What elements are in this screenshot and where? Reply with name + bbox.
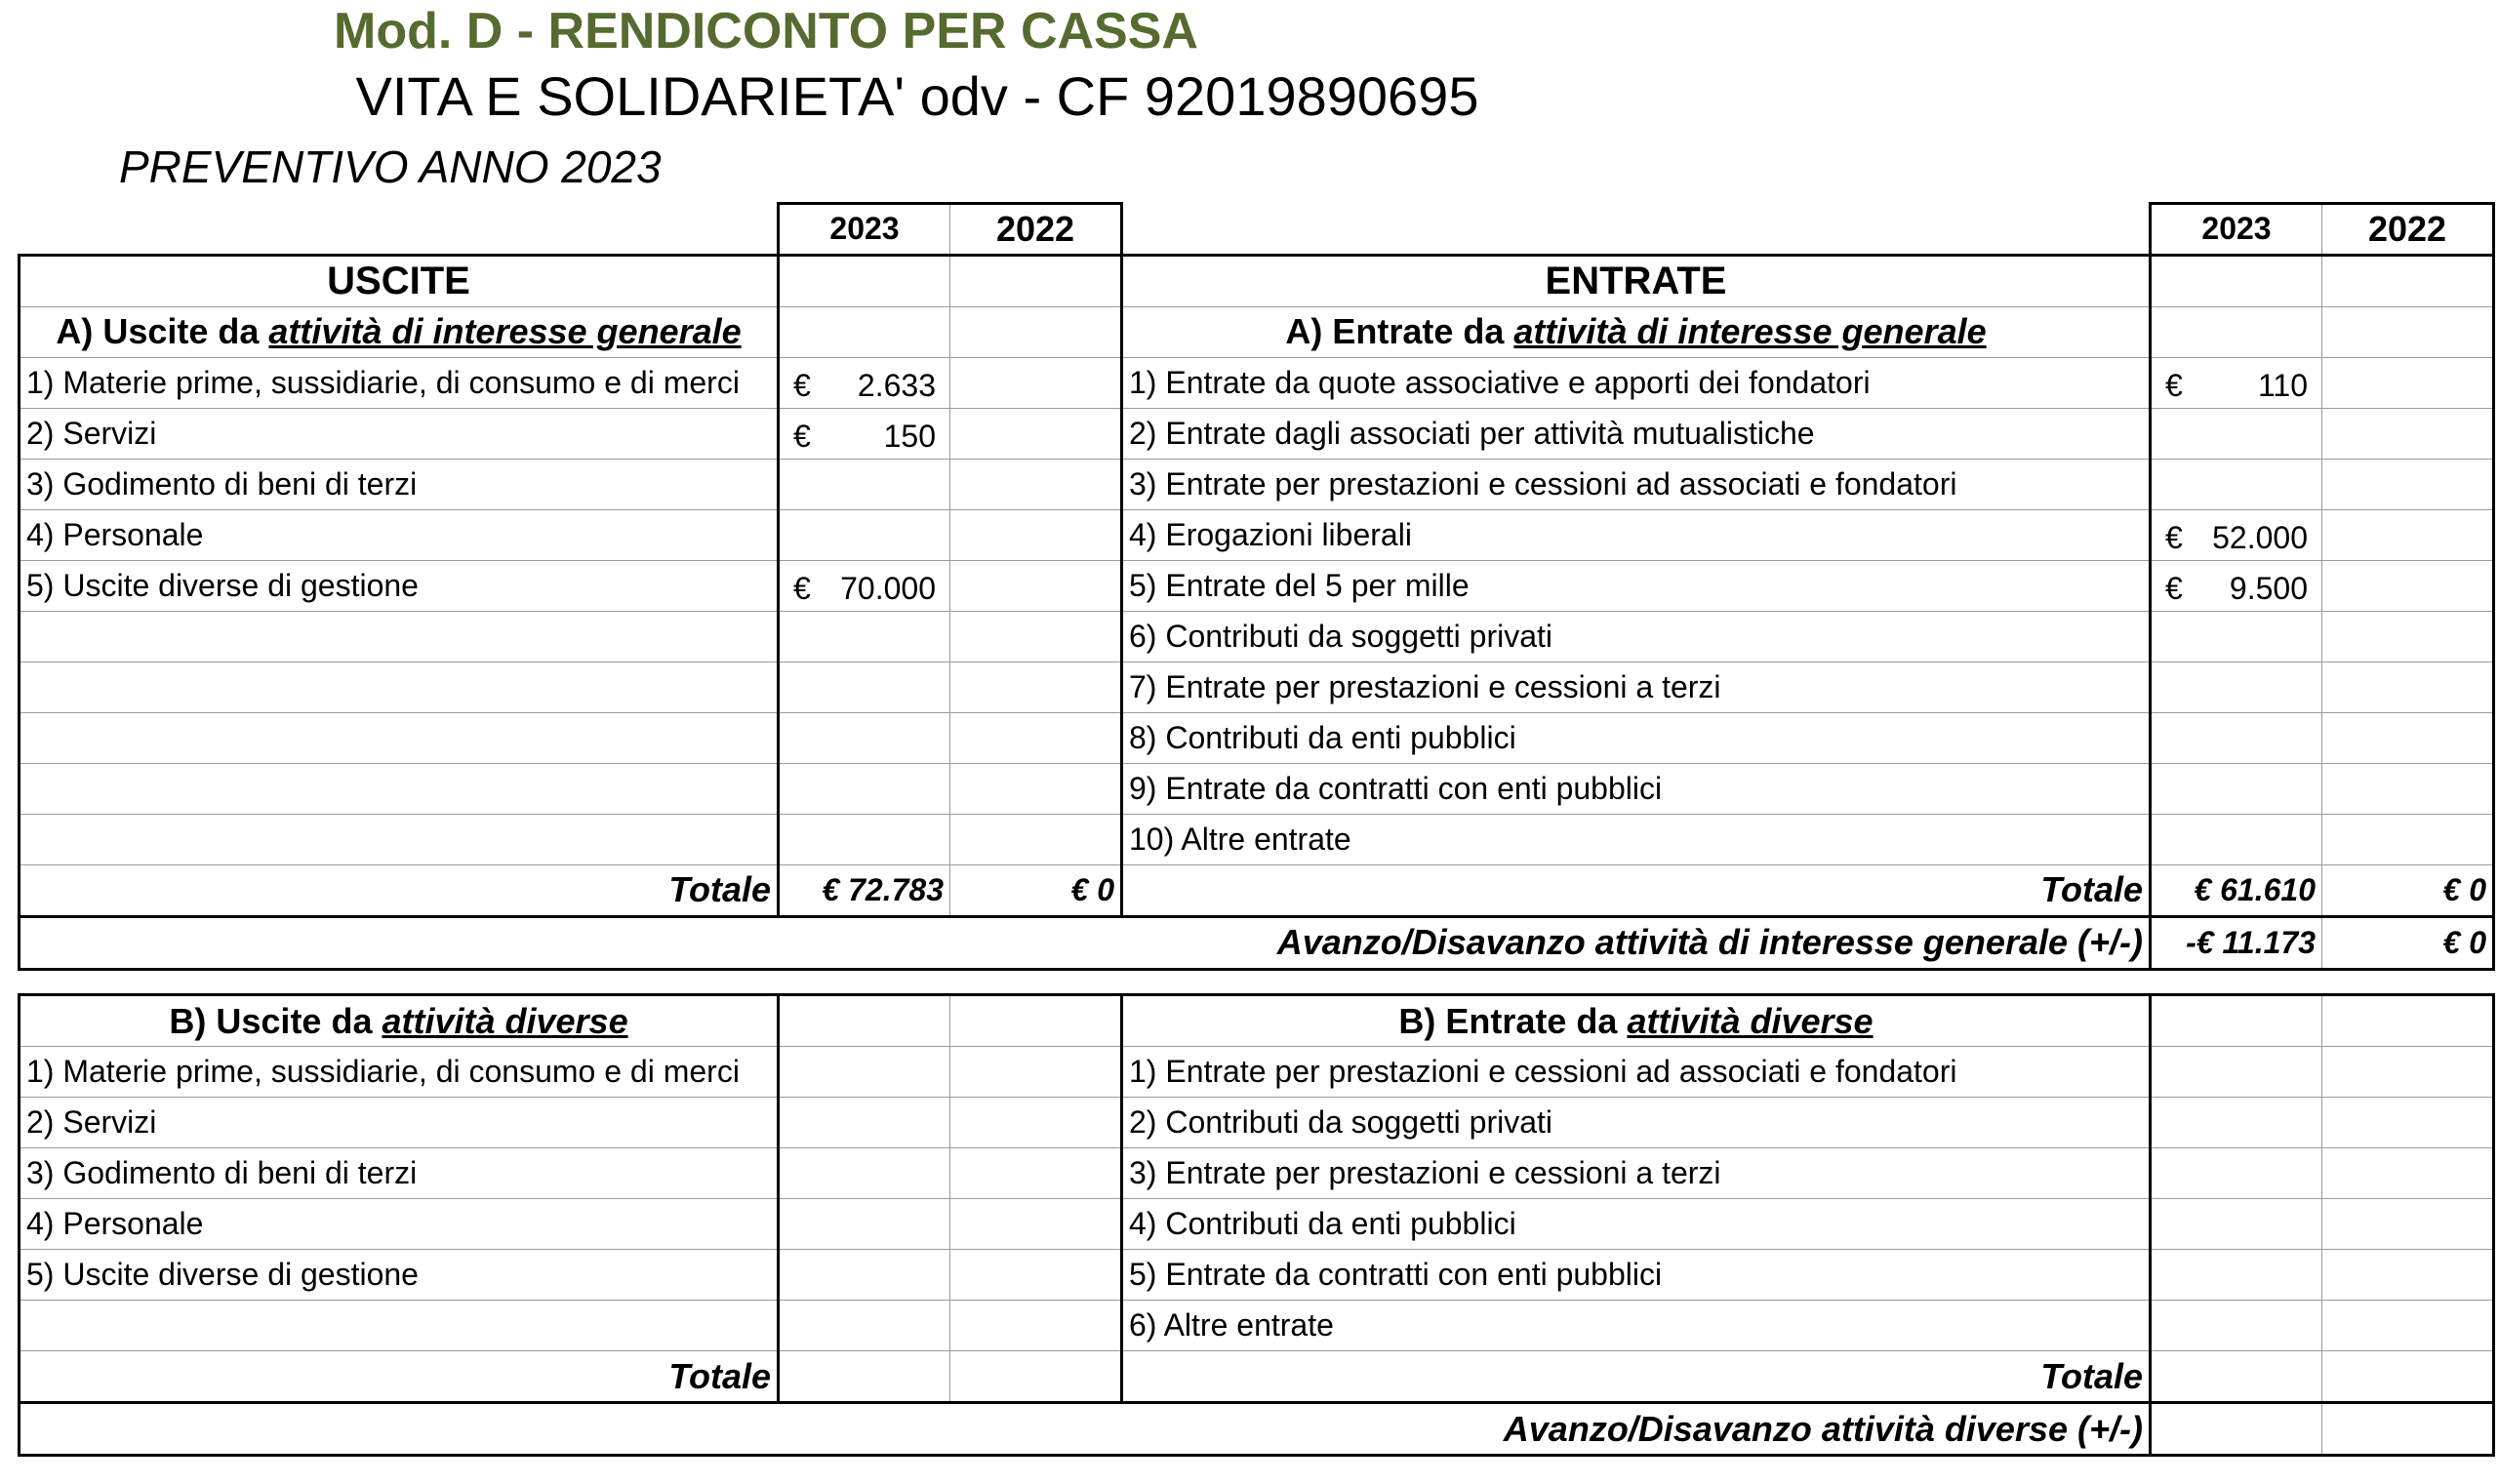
b-uscite-item-2022 <box>950 1047 1122 1098</box>
table-row <box>20 560 2494 611</box>
b-entrate-item-2023 <box>2151 1301 2322 1351</box>
amount-value: 70.000 <box>840 570 936 606</box>
table-row <box>20 1098 2494 1148</box>
uscite-item-label <box>20 814 779 864</box>
section-title-row <box>20 306 2494 357</box>
uscite-header: USCITE <box>20 255 779 306</box>
b-uscite-item-label: 4) Personale <box>20 1199 779 1250</box>
currency-symbol: € <box>793 570 811 606</box>
entrate-item-2023 <box>2151 814 2322 864</box>
b-entrate-item-label: 3) Entrate per prestazioni e cessioni a terzi <box>1122 1148 2151 1199</box>
uscite-item-label: 1) Materie prime, sussidiarie, di consumo e di merci <box>20 357 779 408</box>
totale-row <box>20 864 2494 916</box>
entrate-item-2022 <box>2322 712 2494 763</box>
b-uscite-item-2023 <box>779 1250 950 1301</box>
table-row <box>20 408 2494 459</box>
b-avanzo-row <box>20 1403 2494 1456</box>
table-row <box>20 1301 2494 1351</box>
uscite-item-label: 5) Uscite diverse di gestione <box>20 560 779 611</box>
b-entrate-item-2023 <box>2151 1199 2322 1250</box>
uscite-item-label: 2) Servizi <box>20 408 779 459</box>
currency-symbol: € <box>2165 519 2183 555</box>
uscite-a-title: A) Uscite da attività di interesse generale <box>20 306 779 357</box>
uscite-item-2022 <box>950 662 1122 712</box>
year-2023-uscite: 2023 <box>779 204 950 256</box>
table-row <box>20 1199 2494 1250</box>
entrate-item-label: 6) Contributi da soggetti privati <box>1122 611 2151 662</box>
table-row <box>20 1250 2494 1301</box>
uscite-item-2022 <box>950 357 1122 408</box>
table-row <box>20 1148 2494 1199</box>
uscite-item-label <box>20 712 779 763</box>
column-header-row <box>20 255 2494 306</box>
b-entrate-item-2022 <box>2322 1148 2494 1199</box>
entrate-item-2023 <box>2151 712 2322 763</box>
b-entrate-item-label: 2) Contributi da soggetti privati <box>1122 1098 2151 1148</box>
b-entrate-item-label: 5) Entrate da contratti con enti pubblici <box>1122 1250 2151 1301</box>
b-entrate-item-2023 <box>2151 1250 2322 1301</box>
b-uscite-item-label <box>20 1301 779 1351</box>
table-row <box>20 814 2494 864</box>
table-row <box>20 509 2494 560</box>
table-row <box>20 357 2494 408</box>
amount-value: 2.633 <box>857 367 936 403</box>
uscite-totale-label: Totale <box>20 864 779 916</box>
table-row <box>20 662 2494 712</box>
entrate-item-label: 5) Entrate del 5 per mille <box>1122 560 2151 611</box>
entrate-item-2022 <box>2322 459 2494 509</box>
entrate-item-label: 7) Entrate per prestazioni e cessioni a terzi <box>1122 662 2151 712</box>
entrate-item-2022 <box>2322 357 2494 408</box>
table-row <box>20 1047 2494 1098</box>
uscite-item-label <box>20 662 779 712</box>
b-uscite-totale-label: Totale <box>20 1351 779 1403</box>
section-a-table <box>18 202 2495 971</box>
avanzo-2023: -€ 11.173 <box>2151 916 2322 969</box>
uscite-item-label: 4) Personale <box>20 509 779 560</box>
uscite-item-2023 <box>779 763 950 814</box>
b-uscite-item-2023 <box>779 1301 950 1351</box>
entrate-header: ENTRATE <box>1122 255 2151 306</box>
amount-value: 9.500 <box>2229 570 2308 606</box>
b-uscite-item-2023 <box>779 1047 950 1098</box>
uscite-item-2022 <box>950 611 1122 662</box>
entrate-item-2022 <box>2322 611 2494 662</box>
b-uscite-item-2022 <box>950 1199 1122 1250</box>
uscite-item-2023 <box>779 509 950 560</box>
b-entrate-item-2022 <box>2322 1047 2494 1098</box>
entrate-item-2023 <box>2151 408 2322 459</box>
b-entrate-item-2022 <box>2322 1301 2494 1351</box>
uscite-item-2022 <box>950 408 1122 459</box>
entrate-item-label: 1) Entrate da quote associative e apporti dei fondatori <box>1122 357 2151 408</box>
entrate-item-label: 4) Erogazioni liberali <box>1122 509 2151 560</box>
b-entrate-item-2022 <box>2322 1199 2494 1250</box>
entrate-item-2023 <box>2151 357 2322 408</box>
entrate-b-title: B) Entrate da attività diverse <box>1122 995 2151 1047</box>
section-b-title-row <box>20 995 2494 1047</box>
uscite-item-label <box>20 611 779 662</box>
b-uscite-item-label: 2) Servizi <box>20 1098 779 1148</box>
year-header-row <box>20 204 2494 256</box>
currency-symbol: € <box>2165 367 2183 403</box>
uscite-item-2023 <box>779 662 950 712</box>
entrate-item-2023 <box>2151 611 2322 662</box>
table-row <box>20 712 2494 763</box>
document-title: Mod. D - RENDICONTO PER CASSA <box>334 3 1198 60</box>
uscite-totale-2023: € 72.783 <box>779 864 950 916</box>
b-avanzo-label: Avanzo/Disavanzo attività diverse (+/-) <box>20 1403 2151 1456</box>
uscite-item-2022 <box>950 509 1122 560</box>
year-2023-entrate: 2023 <box>2151 204 2322 256</box>
uscite-item-2022 <box>950 560 1122 611</box>
b-uscite-item-2022 <box>950 1250 1122 1301</box>
year-2022-uscite: 2022 <box>950 204 1122 256</box>
entrate-item-label: 9) Entrate da contratti con enti pubblici <box>1122 763 2151 814</box>
b-entrate-item-2023 <box>2151 1148 2322 1199</box>
avanzo-label: Avanzo/Disavanzo attività di interesse generale (+/-) <box>20 916 2151 969</box>
organization-subtitle: VITA E SOLIDARIETA' odv - CF 92019890695 <box>355 65 1479 127</box>
uscite-item-2023 <box>779 459 950 509</box>
entrate-item-2023 <box>2151 459 2322 509</box>
uscite-item-2022 <box>950 814 1122 864</box>
b-entrate-item-label: 6) Altre entrate <box>1122 1301 2151 1351</box>
b-entrate-item-label: 4) Contributi da enti pubblici <box>1122 1199 2151 1250</box>
entrate-item-2023 <box>2151 662 2322 712</box>
b-uscite-item-2022 <box>950 1098 1122 1148</box>
entrate-a-title: A) Entrate da attività di interesse generale <box>1122 306 2151 357</box>
table-row <box>20 763 2494 814</box>
uscite-item-2023 <box>779 357 950 408</box>
avanzo-row <box>20 916 2494 969</box>
preventivo-heading: PREVENTIVO ANNO 2023 <box>119 141 662 192</box>
amount-value: 110 <box>2257 367 2308 403</box>
amount-value: 52.000 <box>2212 519 2308 555</box>
entrate-totale-2022: € 0 <box>2322 864 2494 916</box>
entrate-totale-2023: € 61.610 <box>2151 864 2322 916</box>
uscite-item-2023 <box>779 408 950 459</box>
uscite-item-2023 <box>779 712 950 763</box>
uscite-item-label: 3) Godimento di beni di terzi <box>20 459 779 509</box>
uscite-totale-2022: € 0 <box>950 864 1122 916</box>
b-uscite-item-2022 <box>950 1148 1122 1199</box>
entrate-item-2022 <box>2322 509 2494 560</box>
currency-symbol: € <box>793 367 811 403</box>
entrate-item-2023 <box>2151 763 2322 814</box>
b-uscite-item-label: 5) Uscite diverse di gestione <box>20 1250 779 1301</box>
entrate-item-2022 <box>2322 408 2494 459</box>
entrate-item-2022 <box>2322 662 2494 712</box>
b-entrate-item-label: 1) Entrate per prestazioni e cessioni ad associati e fondatori <box>1122 1047 2151 1098</box>
b-uscite-item-2023 <box>779 1098 950 1148</box>
currency-symbol: € <box>2165 570 2183 606</box>
entrate-totale-label: Totale <box>1122 864 2151 916</box>
b-uscite-item-2022 <box>950 1301 1122 1351</box>
entrate-item-2022 <box>2322 560 2494 611</box>
entrate-item-2023 <box>2151 560 2322 611</box>
entrate-item-label: 10) Altre entrate <box>1122 814 2151 864</box>
table-row <box>20 459 2494 509</box>
year-2022-entrate: 2022 <box>2322 204 2494 256</box>
uscite-item-2022 <box>950 763 1122 814</box>
b-uscite-item-label: 1) Materie prime, sussidiarie, di consumo e di merci <box>20 1047 779 1098</box>
b-entrate-item-2023 <box>2151 1098 2322 1148</box>
entrate-item-label: 3) Entrate per prestazioni e cessioni ad associati e fondatori <box>1122 459 2151 509</box>
uscite-b-title: B) Uscite da attività diverse <box>20 995 779 1047</box>
entrate-item-2022 <box>2322 814 2494 864</box>
avanzo-2022: € 0 <box>2322 916 2494 969</box>
b-entrate-totale-label: Totale <box>1122 1351 2151 1403</box>
entrate-item-2022 <box>2322 763 2494 814</box>
b-entrate-item-2023 <box>2151 1047 2322 1098</box>
uscite-item-2023 <box>779 814 950 864</box>
entrate-item-label: 8) Contributi da enti pubblici <box>1122 712 2151 763</box>
uscite-item-label <box>20 763 779 814</box>
b-totale-row <box>20 1351 2494 1403</box>
uscite-item-2022 <box>950 459 1122 509</box>
uscite-item-2023 <box>779 560 950 611</box>
table-row <box>20 611 2494 662</box>
b-uscite-item-label: 3) Godimento di beni di terzi <box>20 1148 779 1199</box>
entrate-item-label: 2) Entrate dagli associati per attività mutualistiche <box>1122 408 2151 459</box>
b-entrate-item-2022 <box>2322 1250 2494 1301</box>
entrate-item-2023 <box>2151 509 2322 560</box>
b-entrate-item-2022 <box>2322 1098 2494 1148</box>
uscite-item-2023 <box>779 611 950 662</box>
currency-symbol: € <box>793 418 811 454</box>
uscite-item-2022 <box>950 712 1122 763</box>
amount-value: 150 <box>883 418 936 454</box>
b-uscite-item-2023 <box>779 1199 950 1250</box>
section-b-table <box>18 993 2495 1457</box>
b-uscite-item-2023 <box>779 1148 950 1199</box>
